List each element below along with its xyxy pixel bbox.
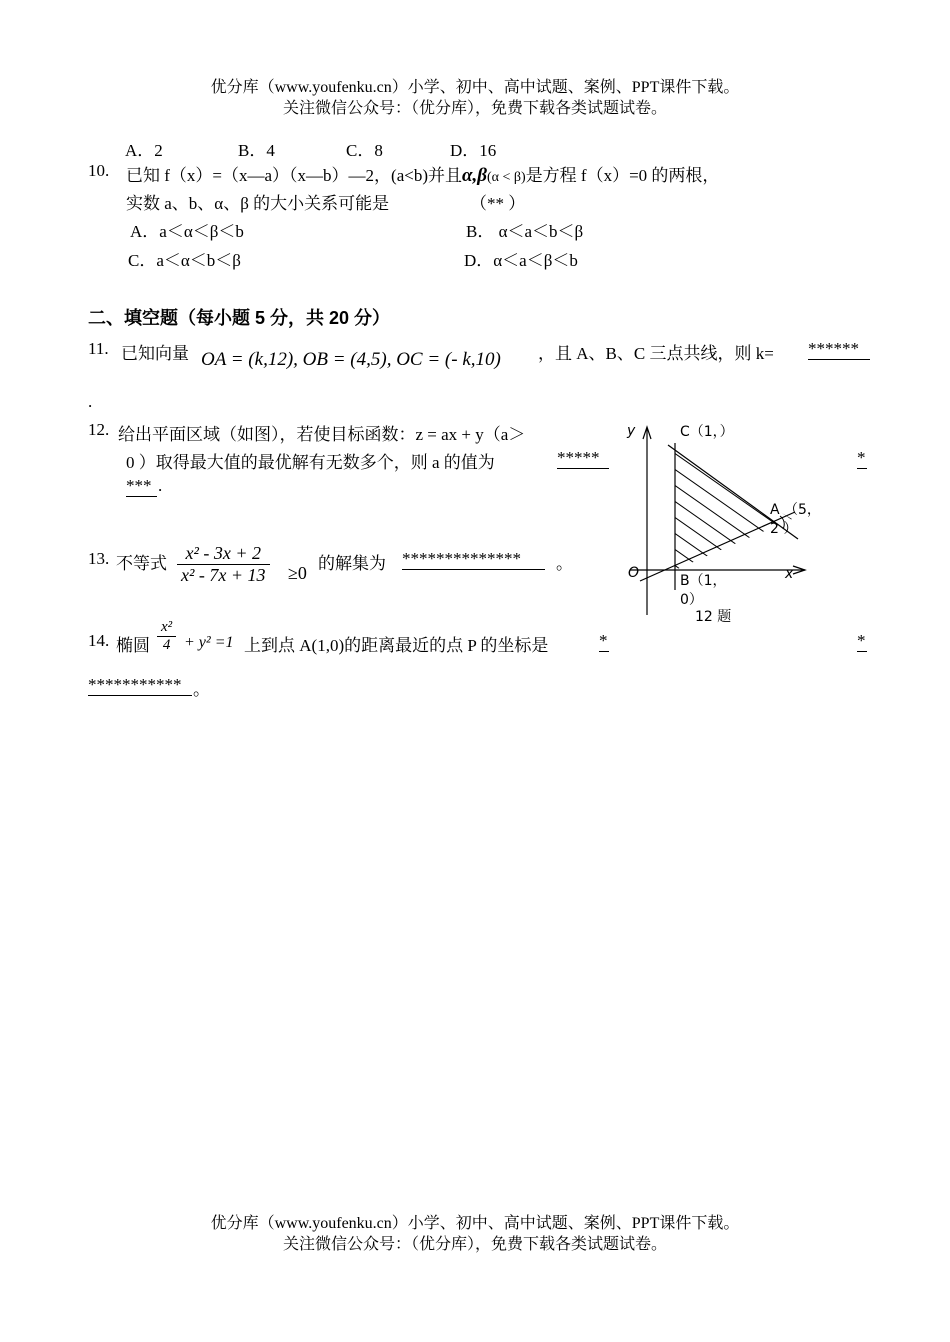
q10-option-d: D．α＜a＜β＜b xyxy=(464,251,578,270)
q12-end: . xyxy=(158,476,163,495)
q14-denominator: 4 xyxy=(162,637,171,653)
q13-denominator: x² - 7x + 13 xyxy=(181,565,266,585)
q14-fraction xyxy=(157,619,176,654)
q10-roots-symbol: α,β xyxy=(462,165,487,186)
q12-number: 12. xyxy=(88,420,110,439)
q14-answer-blank-a: * xyxy=(599,631,608,650)
q13-answer-blank: ************** xyxy=(402,549,545,570)
q14-fraction-body xyxy=(157,619,176,654)
q14-answer-blank-c: *********** xyxy=(88,675,192,696)
q10-stem-text-b: 是方程 f（x）=0 的两根， xyxy=(525,166,720,185)
header-line-2: 关注微信公众号：（优分库），免费下载各类试题试卷。 xyxy=(282,100,667,117)
q9-option-d: D．16 xyxy=(450,141,497,160)
q13-fraction xyxy=(177,543,270,586)
q14-answer-blank-b: * xyxy=(857,631,866,650)
q9-option-b: B．4 xyxy=(238,141,275,160)
q14-suffix: 上到点 A(1,0)的距离最近的点 P 的坐标是 xyxy=(244,636,549,655)
q13-number: 13. xyxy=(88,549,110,568)
q13-suffix: 的解集为 xyxy=(318,554,386,573)
q12-line2: 0 ）取得最大值的最优解有无数多个，则 a 的值为 xyxy=(126,453,495,472)
header-line-1: 优分库（www.youfenku.cn）小学、初中、高中试题、案例、PPT课件下载。 xyxy=(210,79,740,96)
q14-numerator: x² xyxy=(157,619,176,637)
q10-stem-text-a: 已知 f（x）=（x—a）（x—b）—2，(a<b)并且 xyxy=(126,166,462,185)
figure-y-label: y xyxy=(627,423,636,439)
q13-relation: ≥0 xyxy=(288,563,307,583)
q11-vector-formula: OA = (k,12), OB = (4,5), OC = (- k,10) xyxy=(201,349,501,370)
region-figure xyxy=(620,415,850,630)
figure-point-b-label-2: 0） xyxy=(680,592,703,608)
q10-number: 10. xyxy=(88,161,110,180)
figure-point-a-label: A （5， xyxy=(770,502,821,518)
q13-prefix: 不等式 xyxy=(116,554,167,573)
q13-end: 。 xyxy=(556,554,573,573)
figure-origin-label: O xyxy=(628,565,640,581)
figure-x-label: x xyxy=(785,566,794,582)
q10-stem-line2: 实数 a、b、α、β 的大小关系可能是 xyxy=(126,194,390,213)
q10-condition: (α < β) xyxy=(487,170,526,185)
q9-option-a: A．2 xyxy=(125,141,163,160)
figure-point-b-label: B（1， xyxy=(680,573,727,589)
q10-stem-line1 xyxy=(126,161,719,187)
q10-option-a: A．a＜α＜β＜b xyxy=(130,222,244,241)
q12-answer-blank-a: ***** xyxy=(557,448,609,469)
q13-numerator: x² - 3x + 2 xyxy=(177,543,270,565)
q14-number: 14. xyxy=(88,631,110,650)
footer-line-1: 优分库（www.youfenku.cn）小学、初中、高中试题、案例、PPT课件下载。 xyxy=(210,1215,740,1232)
q11-prefix: 已知向量 xyxy=(121,344,189,363)
q10-answer-blank: （** ） xyxy=(470,194,526,213)
q14-prefix: 椭圆 xyxy=(116,636,150,655)
section-title: 二、填空题（每小题 5 分，共 20 分） xyxy=(88,308,391,328)
q13-fraction-body xyxy=(177,543,270,586)
q12-answer-blank-c: *** xyxy=(126,476,157,497)
q11-answer-blank: ****** xyxy=(808,339,870,360)
q14-end: 。 xyxy=(193,680,210,699)
q14-equation-rest: + y² =1 xyxy=(184,634,234,651)
figure-caption: 12 题 xyxy=(695,609,732,625)
figure-point-a-label-2: 2 ） xyxy=(770,521,798,537)
figure-point-c-label: C（1，） xyxy=(680,424,734,440)
q11-suffix: ，且 A、B、C 三点共线，则 k= xyxy=(538,344,774,363)
q11-number: 11. xyxy=(88,339,109,358)
footer-line-2: 关注微信公众号：（优分库），免费下载各类试题试卷。 xyxy=(282,1236,667,1253)
q12-answer-blank-b: * xyxy=(857,448,866,467)
q12-line1: 给出平面区域（如图），若使目标函数：z = ax + y（a＞ xyxy=(118,425,526,444)
q10-option-b: B． α＜a＜b＜β xyxy=(466,222,584,241)
q10-option-c: C．a＜α＜b＜β xyxy=(128,251,241,270)
q11-dot: . xyxy=(88,392,93,411)
q9-option-c: C．8 xyxy=(346,141,383,160)
